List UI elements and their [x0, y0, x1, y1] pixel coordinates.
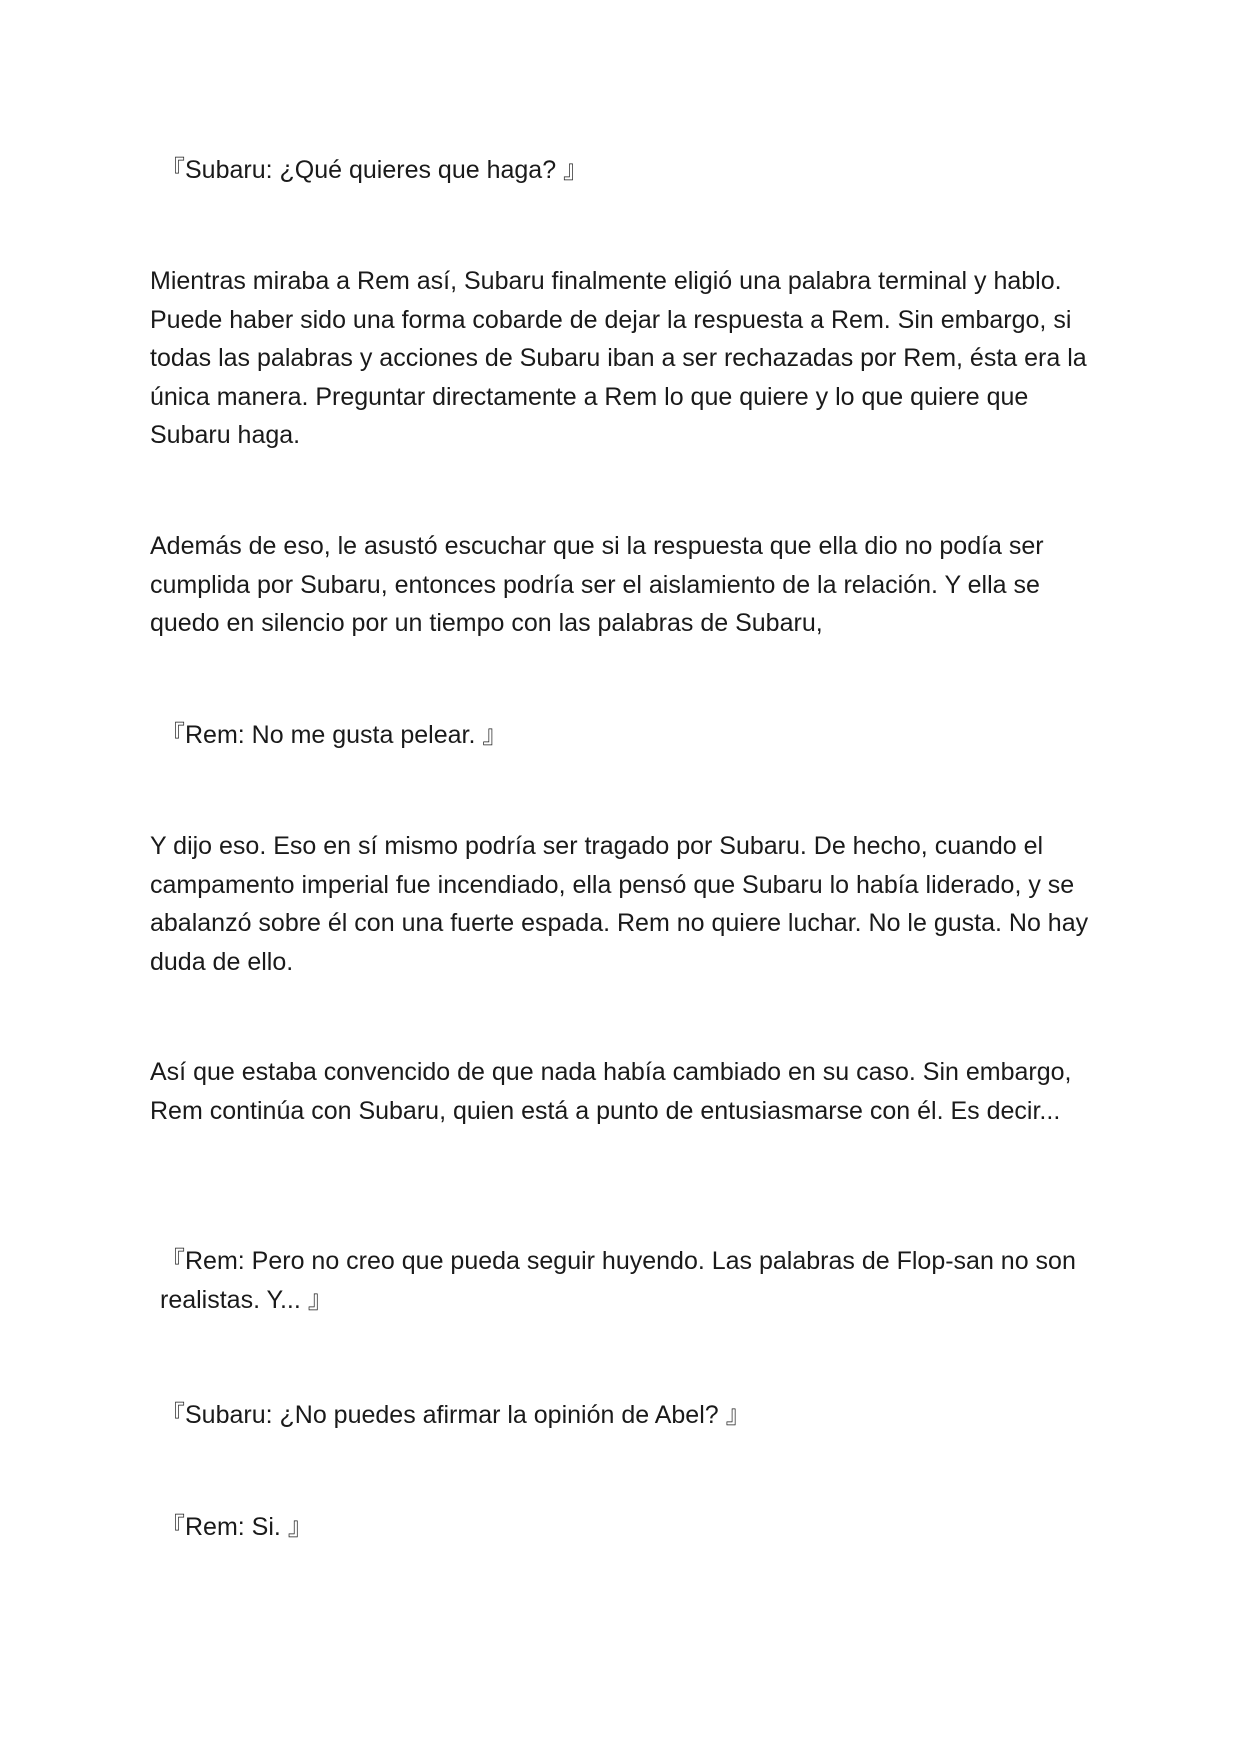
paragraph-fear-of-answer: Además de eso, le asustó escuchar que si la respuesta que ella dio no podía ser cumplida por Subaru, entonces podría ser el aislamiento de la relación. Y ella se quedo en silencio por un tiempo con las palabras de Subaru,: [150, 532, 1044, 637]
paragraph-nothing-changed: Así que estaba convencido de que nada había cambiado en su caso. Sin embargo, Rem continúa con Subaru, quien está a punto de entusiasmarse con él. Es decir...: [150, 1058, 1072, 1125]
paragraph-imperial-camp: Y dijo eso. Eso en sí mismo podría ser tragado por Subaru. De hecho, cuando el campamento imperial fue incendiado, ella pensó que Subaru lo había liderado, y se abalanzó sobre él con una fuerte espada. Rem no quiere luchar. No le gusta. No hay duda de ello.: [150, 832, 1089, 976]
dialogue-subaru-abel-opinion: 『Subaru: ¿No puedes afirmar la opinión de Abel? 』: [160, 1401, 751, 1429]
paragraph-subaru-asks-rem: Mientras miraba a Rem así, Subaru finalmente eligió una palabra terminal y hablo. Puede haber sido una forma cobarde de dejar la respuesta a Rem. Sin embargo, si todas las palabras y acciones de Subaru iban a ser rechazadas por Rem, ésta era la única manera. Preguntar directamente a Rem lo que quiere y lo que quiere que Subaru haga.: [150, 267, 1087, 449]
dialogue-rem-cannot-flee: 『Rem: Pero no creo que pueda seguir huyendo. Las palabras de Flop-san no son realistas. Y... 』: [160, 1247, 1076, 1314]
dialogue-rem-yes: 『Rem: Si. 』: [160, 1513, 313, 1541]
dialogue-rem-dislikes-fighting: 『Rem: No me gusta pelear. 』: [160, 721, 508, 749]
dialogue-subaru-question: 『Subaru: ¿Qué quieres que haga? 』: [160, 156, 589, 184]
